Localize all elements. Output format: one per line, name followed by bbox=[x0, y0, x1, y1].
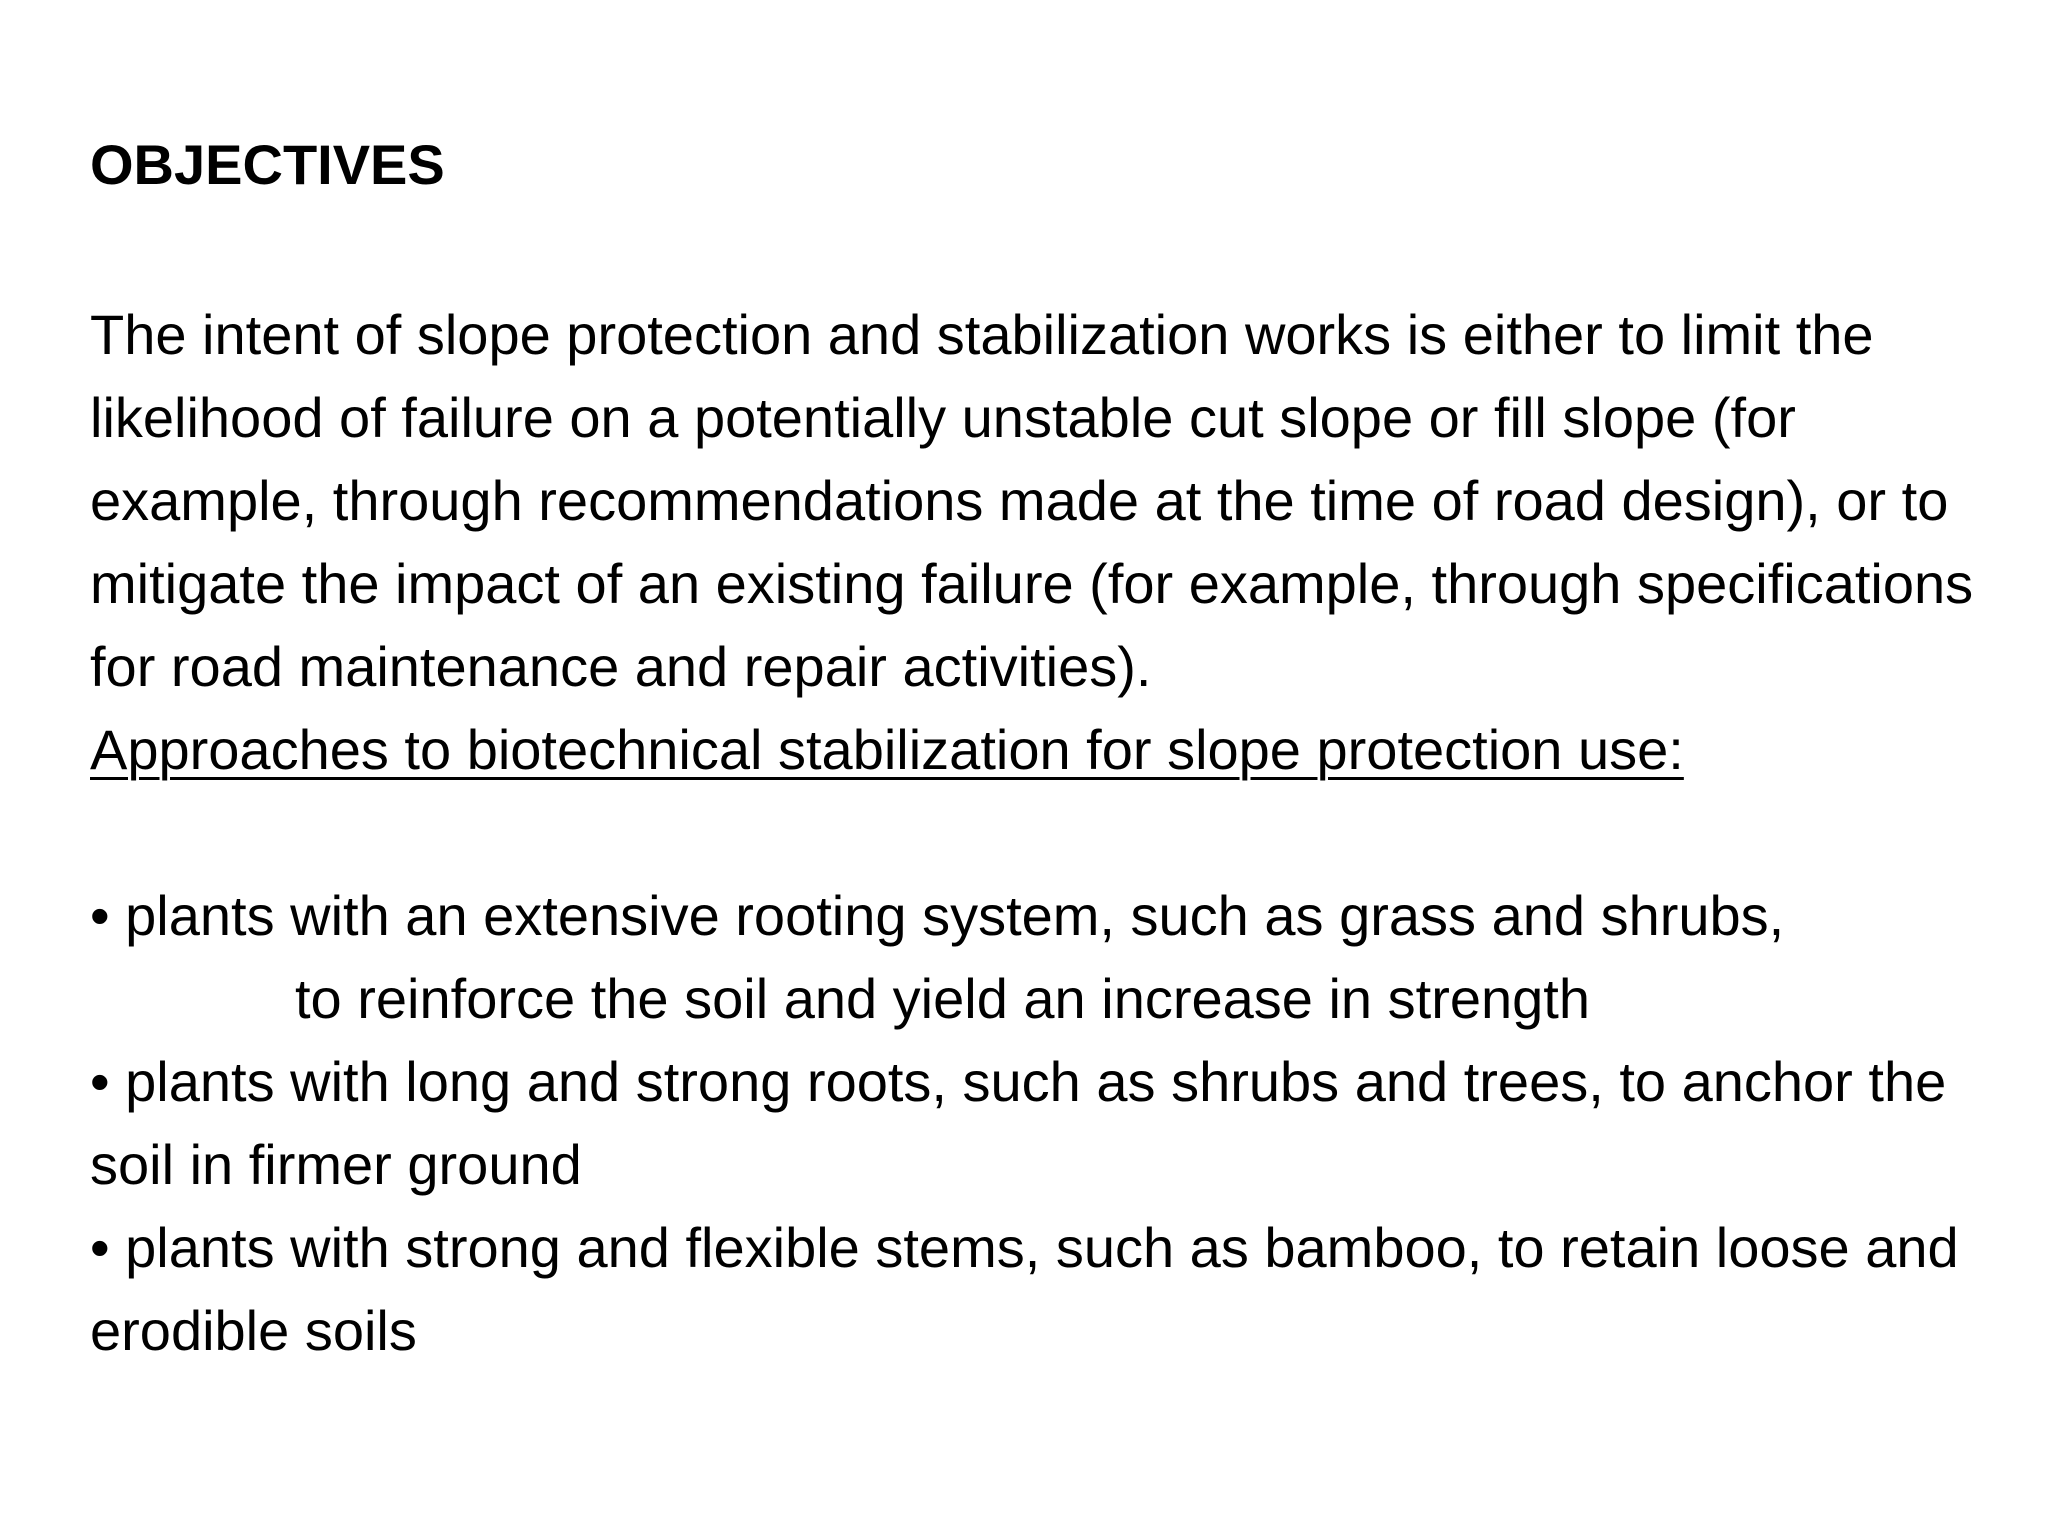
intro-paragraph: The intent of slope protection and stabilization works is either to limit the likelihood of failure on a potentially unstable cut slope or fill slope (for example, through recommendations made at the time of road design), or to mitigate the impact of an existing failure (for example, through specifications for road maintenance and repair activities). bbox=[90, 303, 1974, 698]
list-item: • plants with strong and flexible stems, such as bamboo, to retain loose and erodible soils bbox=[90, 1216, 1959, 1362]
slide-content bbox=[90, 125, 2010, 1372]
list-item-continuation: to reinforce the soil and yield an increase in strength bbox=[295, 967, 1590, 1030]
list-item-text: • plants with an extensive rooting system, such as grass and shrubs, bbox=[90, 884, 1785, 947]
list-item: • plants with long and strong roots, such as shrubs and trees, to anchor the soil in firmer ground bbox=[90, 1050, 1947, 1196]
approaches-list bbox=[90, 874, 2010, 1372]
page-title: OBJECTIVES bbox=[90, 133, 445, 196]
list-item bbox=[90, 874, 2010, 1040]
approaches-subheading: Approaches to biotechnical stabilization for slope protection use: bbox=[90, 718, 1684, 781]
